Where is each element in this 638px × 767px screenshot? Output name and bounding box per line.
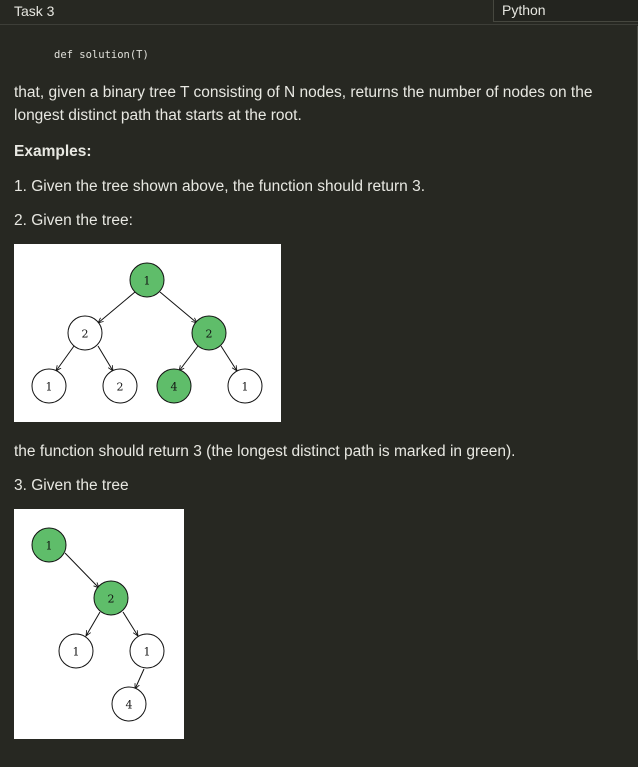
tree-node [32, 369, 66, 403]
language-select-value: Python [502, 2, 546, 18]
tree-node-label: 1 [143, 274, 151, 288]
tree-edge [56, 346, 74, 371]
tree-node-label: 1 [45, 539, 53, 553]
tree-node [103, 369, 137, 403]
tree-edge [86, 612, 100, 636]
tree-edge [179, 346, 198, 371]
tree-node-label: 4 [170, 380, 178, 394]
example-3-tree-diagram [14, 509, 184, 739]
example-2-intro: 2. Given the tree: [14, 212, 133, 229]
tree-node [32, 528, 66, 562]
problem-description: that, given a binary tree T consisting of N nodes, returns the number of nodes on the longest distinct path that starts at the root. [14, 84, 593, 124]
example-3-tree-figure [14, 509, 184, 739]
tree-node-label: 2 [205, 327, 213, 341]
tree-node-label: 2 [81, 327, 89, 341]
tree-node [112, 687, 146, 721]
tree-node-label: 4 [125, 698, 133, 712]
task-title: Task 3 [14, 3, 55, 19]
example-2-tree-diagram [14, 244, 281, 422]
code-signature: def solution(T) [54, 49, 149, 61]
tree-node [228, 369, 262, 403]
tree-edge [65, 553, 99, 588]
tree-node-label: 1 [72, 645, 80, 659]
task-header [0, 0, 638, 25]
example-3-intro: 3. Given the tree [14, 477, 129, 494]
tree-node-label: 1 [45, 380, 53, 394]
tree-edge [160, 292, 197, 323]
example-2-tree-figure [14, 244, 281, 422]
tree-node-label: 2 [116, 380, 124, 394]
tree-node [130, 634, 164, 668]
tree-edge [135, 669, 144, 689]
examples-heading: Examples: [14, 143, 92, 160]
tree-node [59, 634, 93, 668]
tree-node-label: 2 [107, 592, 115, 606]
language-select[interactable] [493, 0, 638, 22]
tree-edge [221, 346, 237, 371]
tree-node-label: 1 [143, 645, 151, 659]
tree-edge [123, 612, 138, 636]
tree-node [157, 369, 191, 403]
example-1-text: 1. Given the tree shown above, the function should return 3. [14, 178, 426, 195]
tree-node [94, 581, 128, 615]
tree-node [130, 263, 164, 297]
tree-node-label: 1 [241, 380, 249, 394]
tree-node [192, 316, 226, 350]
tree-node [68, 316, 102, 350]
tree-edge [98, 292, 135, 323]
example-2-note: the function should return 3 (the longest distinct path is marked in green). [14, 443, 516, 460]
tree-edge [98, 346, 113, 371]
